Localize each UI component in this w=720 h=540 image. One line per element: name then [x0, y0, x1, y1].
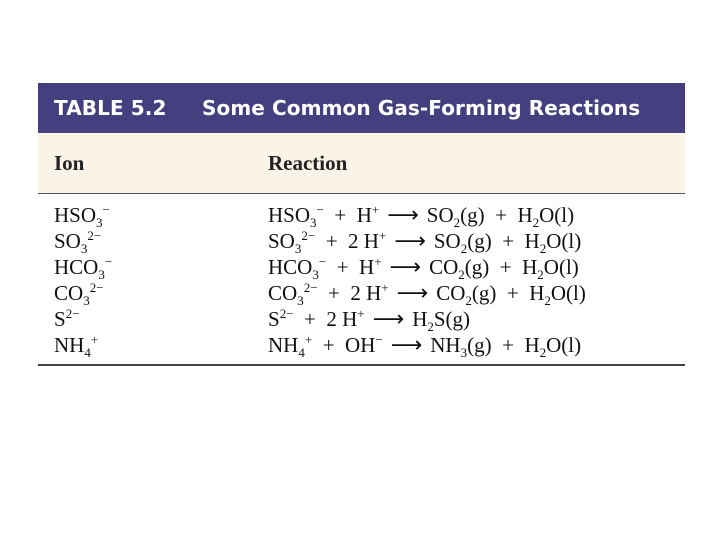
reactants: $NH_4^+$ + OH− — [268, 331, 383, 360]
table-header-row — [38, 133, 685, 194]
products: $NH_3(g)$ + $H_2O(l)$ — [430, 332, 582, 360]
gas-forming-reactions-table — [38, 83, 685, 366]
table-body — [38, 194, 685, 366]
ion-cell: $NH_4^+$ — [54, 331, 99, 360]
table-row — [38, 228, 685, 254]
reactants: $HSO_3^-$ + H+ — [268, 201, 380, 230]
column-header-ion: Ion — [54, 150, 85, 175]
column-header-reaction: Reaction — [268, 150, 348, 175]
products: $H_2S(g)$ — [412, 306, 471, 334]
ion-cell: $CO_3^{2-}$ — [54, 279, 104, 308]
products: $CO_2(g)$ + $H_2O(l)$ — [429, 254, 579, 282]
table-row — [38, 306, 685, 332]
ion-cell: $HCO_3^-$ — [54, 253, 113, 282]
ion-cell: $SO_3^{2-}$ — [54, 227, 102, 256]
reaction-arrow-icon: ⟶ — [389, 254, 422, 280]
reaction-arrow-icon: ⟶ — [390, 332, 423, 358]
reaction-cell — [268, 307, 470, 332]
reaction-arrow-icon: ⟶ — [372, 306, 405, 332]
reactants: $S^{2-}$ + 2 H+ — [268, 305, 365, 331]
products: $SO_2(g)$ + $H_2O(l)$ — [426, 202, 575, 230]
ion-cell: $S^{2-}$ — [54, 305, 80, 331]
reaction-cell — [268, 229, 581, 254]
reaction-cell — [268, 255, 579, 280]
table-title-bar — [38, 83, 685, 133]
reactants: $CO_3^{2-}$ + 2 H+ — [268, 279, 389, 308]
reaction-arrow-icon: ⟶ — [396, 280, 429, 306]
reaction-cell — [268, 333, 581, 358]
reaction-cell — [268, 203, 574, 228]
reactants: $HCO_3^-$ + H+ — [268, 253, 382, 282]
products: $CO_2(g)$ + $H_2O(l)$ — [436, 280, 586, 308]
table-number: TABLE 5.2 — [54, 96, 167, 120]
reactants: $SO_3^{2-}$ + 2 H+ — [268, 227, 387, 256]
reaction-arrow-icon: ⟶ — [387, 202, 419, 228]
table-title: Some Common Gas-Forming Reactions — [202, 96, 641, 120]
table-row — [38, 202, 685, 228]
reaction-arrow-icon: ⟶ — [394, 228, 426, 254]
table-row — [38, 254, 685, 280]
ion-cell: $HSO_3^-$ — [54, 201, 110, 230]
table-row — [38, 280, 685, 306]
table-row — [38, 332, 685, 358]
reaction-cell — [268, 281, 586, 306]
products: $SO_2(g)$ + $H_2O(l)$ — [433, 228, 582, 256]
